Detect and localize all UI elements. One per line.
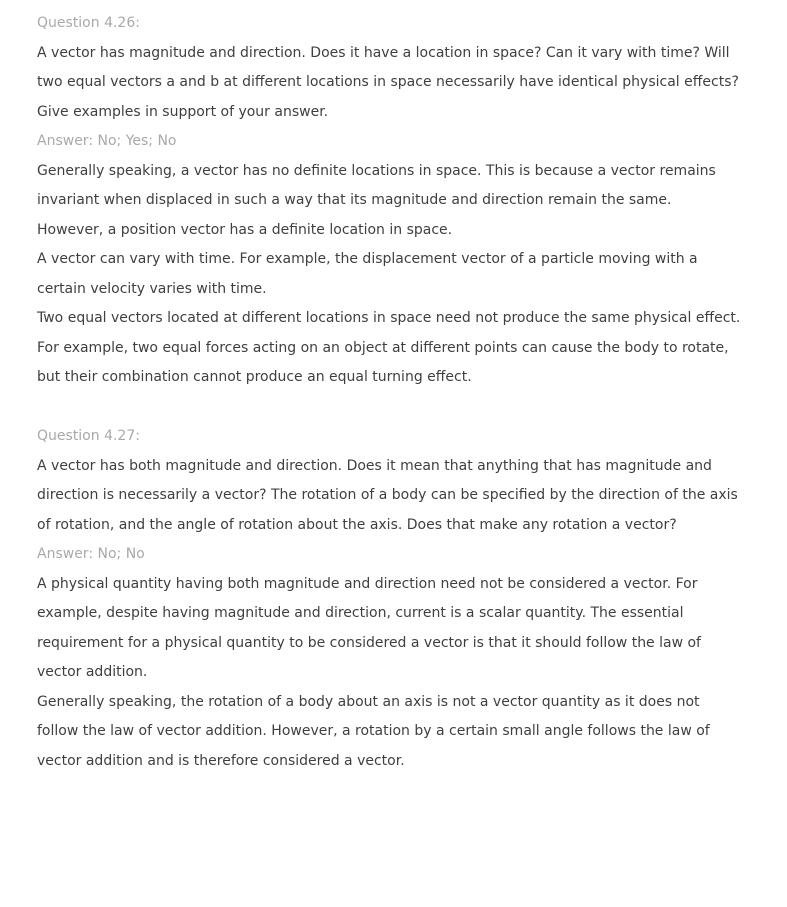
answer-label: Answer: No; Yes; No xyxy=(37,133,177,149)
question-block-4-26 xyxy=(37,9,742,393)
answer-paragraph: A vector can vary with time. For example, the displacement vector of a particle moving with a certain velocity varies with time. xyxy=(37,251,698,297)
question-text: A vector has magnitude and direction. Does it have a location in space? Can it vary with time? Will two equal vectors a and b at different locations in space necessarily have identical physical effects? Give examples in support of your answer. xyxy=(37,44,739,120)
answer-paragraph: A physical quantity having both magnitude and direction need not be considered a vector. For example, despite having magnitude and direction, current is a scalar quantity. The essential requirement for a physical quantity to be considered a vector is that it should follow the law of vector addition. xyxy=(37,575,701,680)
answer-label: Answer: No; No xyxy=(37,546,145,562)
question-heading: Question 4.26: xyxy=(37,15,140,31)
block-spacer xyxy=(37,393,742,423)
answer-paragraph: Two equal vectors located at different locations in space need not produce the same physical effect. For example, two equal forces acting on an object at different points can cause the body to rotate, but their combination cannot produce an equal turning effect. xyxy=(37,310,741,385)
answer-paragraph: Generally speaking, the rotation of a body about an axis is not a vector quantity as it does not follow the law of vector addition. However, a rotation by a certain small angle follows the law of vector addition and is therefore considered a vector. xyxy=(37,693,710,769)
question-heading: Question 4.27: xyxy=(37,428,140,444)
question-block-4-27 xyxy=(37,422,742,776)
question-text: A vector has both magnitude and direction. Does it mean that anything that has magnitude and direction is necessarily a vector? The rotation of a body can be specified by the direction of the axis of rotation, and the angle of rotation about the axis. Does that make any rotation a vector? xyxy=(37,457,738,533)
answer-paragraph: Generally speaking, a vector has no definite locations in space. This is because a vector remains invariant when displaced in such a way that its magnitude and direction remain the same. However, a position vector has a definite location in space. xyxy=(37,162,716,238)
